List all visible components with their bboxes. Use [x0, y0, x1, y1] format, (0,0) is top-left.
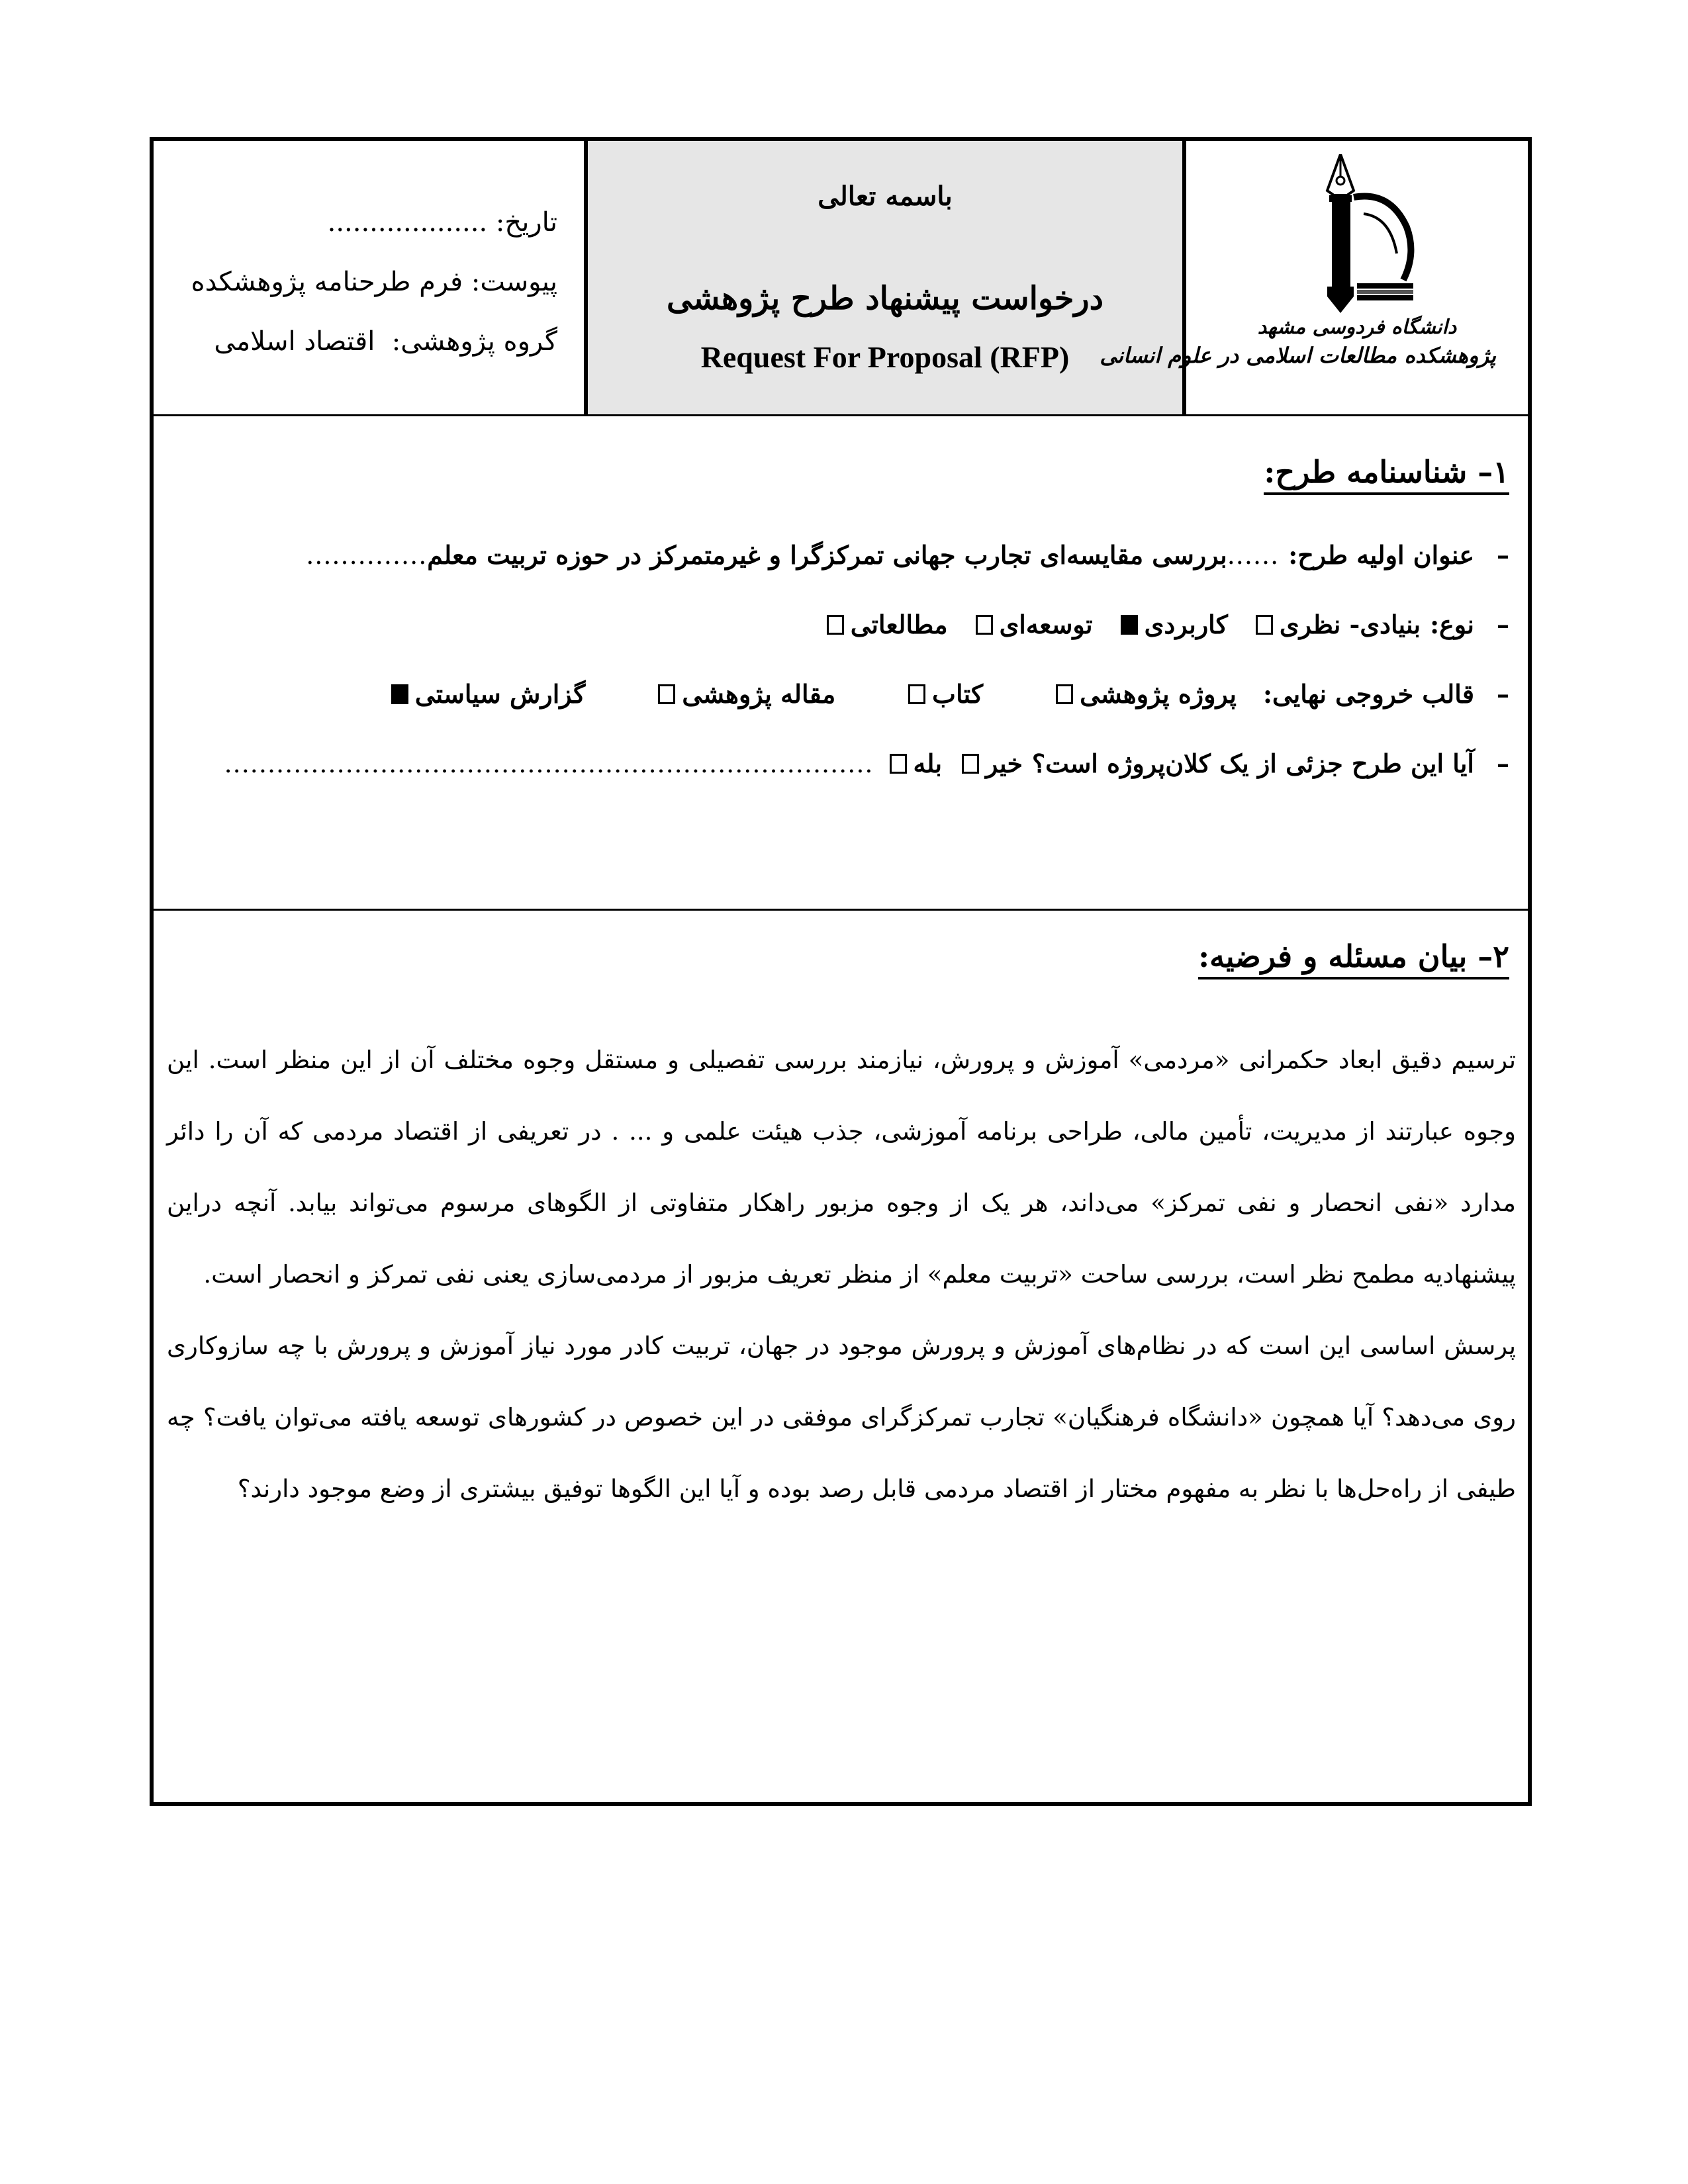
research-group-value: اقتصاد اسلامی — [214, 326, 375, 357]
paragraph: پرسش اساسی این است که در نظام‌های آموزش و پرورش موجود در جهان، تربیت کادر مورد نیاز آموزش و پرورش با چه سازوکاری روی می‌دهد؟ آیا همچون «دانشگاه فرهنگیان» تجارب تمرکزگرای موفقی در این خصوص در کشورهای توسعه یافته می‌توان یافت؟ چه طیفی از راه‌حل‌ها با نظر به مفهوم مختار از اقتصاد مردمی قابل رصد بوده و آیا این الگوها توفیق بیشتری از وضع موجود دارند؟ — [167, 1332, 1516, 1503]
project-title-leading-dots: ...... — [1227, 540, 1280, 570]
output-option-policy-report[interactable] — [391, 679, 585, 709]
header-logo-block — [1100, 141, 1528, 414]
paragraph: ترسیم دقیق ابعاد حکمرانی «مردمی» آموزش و پرورش، نیازمند بررسی تفصیلی و مستقل وجوه مختلف آن از این منظر است. این وجوه عبارتند از مدیریت، تأمین مالی، طراحی برنامه آموزشی، جذب هیئت علمی و ... . در تعریفی از اقتصاد مردمی که آن را دائر مدارد «نفی انحصار و نفی تمرکز» می‌داند، هر یک از وجوه مزبور راهکار متفاوتی از الگوهای مرسوم می‌تواند بیابد. آنچه دراین پیشنهادیه مطمح نظر است، بررسی ساحت «تربیت معلم» از منظر تعریف مزبور از مردمی‌سازی یعنی نفی تمرکز و انحصار است. — [167, 1046, 1516, 1289]
checkbox-unchecked-icon[interactable] — [827, 615, 844, 635]
type-option-applied[interactable] — [1121, 610, 1228, 639]
university-pen-book-logo-icon — [1291, 154, 1423, 320]
final-output-label: قالب خروجی نهایی: — [1262, 679, 1474, 709]
section-problem-statement — [154, 909, 1528, 1802]
type-option-developmental[interactable] — [976, 610, 1093, 639]
checkbox-unchecked-icon[interactable] — [962, 754, 979, 774]
attachment-line — [191, 267, 557, 297]
option-label: کتاب — [932, 679, 984, 709]
checkbox-checked-icon[interactable] — [391, 684, 408, 704]
university-name: دانشگاه فردوسی مشهد — [1257, 316, 1457, 339]
option-label: خیر — [986, 749, 1023, 778]
form-title-english: Request For Proposal (RFP) — [700, 340, 1070, 374]
checkbox-unchecked-icon[interactable] — [658, 684, 675, 704]
project-title-value[interactable]: بررسی مقایسه‌ای تجارب جهانی تمرکزگرا و غیرمتمرکز در حوزه تربیت معلم — [427, 540, 1227, 570]
option-label: توسعه‌ای — [999, 610, 1093, 639]
invocation-text: باسمه تعالی — [818, 181, 953, 212]
institute-name: پژوهشکده مطالعات اسلامی در علوم انسانی — [1100, 343, 1496, 368]
final-output-row — [180, 679, 1509, 709]
option-label: پروژه پژوهشی — [1080, 679, 1237, 709]
output-option-research-article[interactable] — [658, 679, 835, 709]
research-group-label: گروه پژوهشی: — [391, 326, 557, 357]
date-line — [328, 207, 557, 238]
form-header — [154, 141, 1528, 416]
section-project-identity — [154, 414, 1528, 911]
type-option-study[interactable] — [827, 610, 948, 639]
bullet-dash: – — [1497, 610, 1509, 639]
project-title-trailing-dots: .............. — [306, 540, 428, 570]
rfp-form-frame — [150, 137, 1532, 1806]
date-label: تاریخ: — [495, 207, 557, 238]
bullet-dash: – — [1497, 749, 1509, 778]
checkbox-checked-icon[interactable] — [1121, 615, 1138, 635]
option-label: بنیادی- نظری — [1279, 610, 1421, 639]
bullet-dash: – — [1497, 540, 1509, 570]
header-title-block — [584, 141, 1186, 414]
checkbox-unchecked-icon[interactable] — [890, 754, 907, 774]
megaproject-option-yes[interactable] — [890, 749, 943, 778]
attachment-value: فرم طرحنامه پژوهشکده — [191, 267, 463, 297]
project-title-row — [180, 540, 1509, 570]
option-label: مطالعاتی — [850, 610, 948, 639]
checkbox-unchecked-icon[interactable] — [908, 684, 925, 704]
output-option-book[interactable] — [908, 679, 983, 709]
megaproject-option-no[interactable] — [962, 749, 1023, 778]
form-title-persian: درخواست پیشنهاد طرح پژوهشی — [667, 280, 1103, 317]
research-group-line — [214, 326, 557, 357]
bullet-dash: – — [1497, 679, 1509, 709]
option-label: کاربردی — [1144, 610, 1228, 639]
megaproject-row — [180, 749, 1509, 778]
option-label: بله — [913, 749, 943, 778]
megaproject-question: آیا این طرح جزئی از یک کلان‌پروژه است؟ — [1031, 749, 1474, 778]
checkbox-unchecked-icon[interactable] — [976, 615, 993, 635]
project-type-row — [180, 610, 1509, 639]
option-label: مقاله پژوهشی — [682, 679, 836, 709]
section-2-title: ۲– بیان مسئله و فرضیه: — [1198, 938, 1509, 979]
project-type-label: نوع: — [1430, 610, 1474, 639]
checkbox-unchecked-icon[interactable] — [1056, 684, 1073, 704]
project-title-label: عنوان اولیه طرح: — [1288, 540, 1474, 570]
date-field[interactable]: ................... — [327, 207, 488, 238]
megaproject-details-field[interactable]: ........................................................................... — [224, 749, 874, 778]
problem-statement-body — [167, 1024, 1516, 1525]
section-1-title: ۱– شناسنامه طرح: — [1264, 454, 1509, 495]
output-option-research-project[interactable] — [1056, 679, 1237, 709]
header-meta-block — [154, 141, 584, 414]
type-option-fundamental[interactable] — [1256, 610, 1421, 639]
option-label: گزارش سیاستی — [414, 679, 586, 709]
institute-logo — [1100, 154, 1496, 406]
checkbox-unchecked-icon[interactable] — [1256, 615, 1273, 635]
attachment-label: پیوست: — [471, 267, 557, 297]
